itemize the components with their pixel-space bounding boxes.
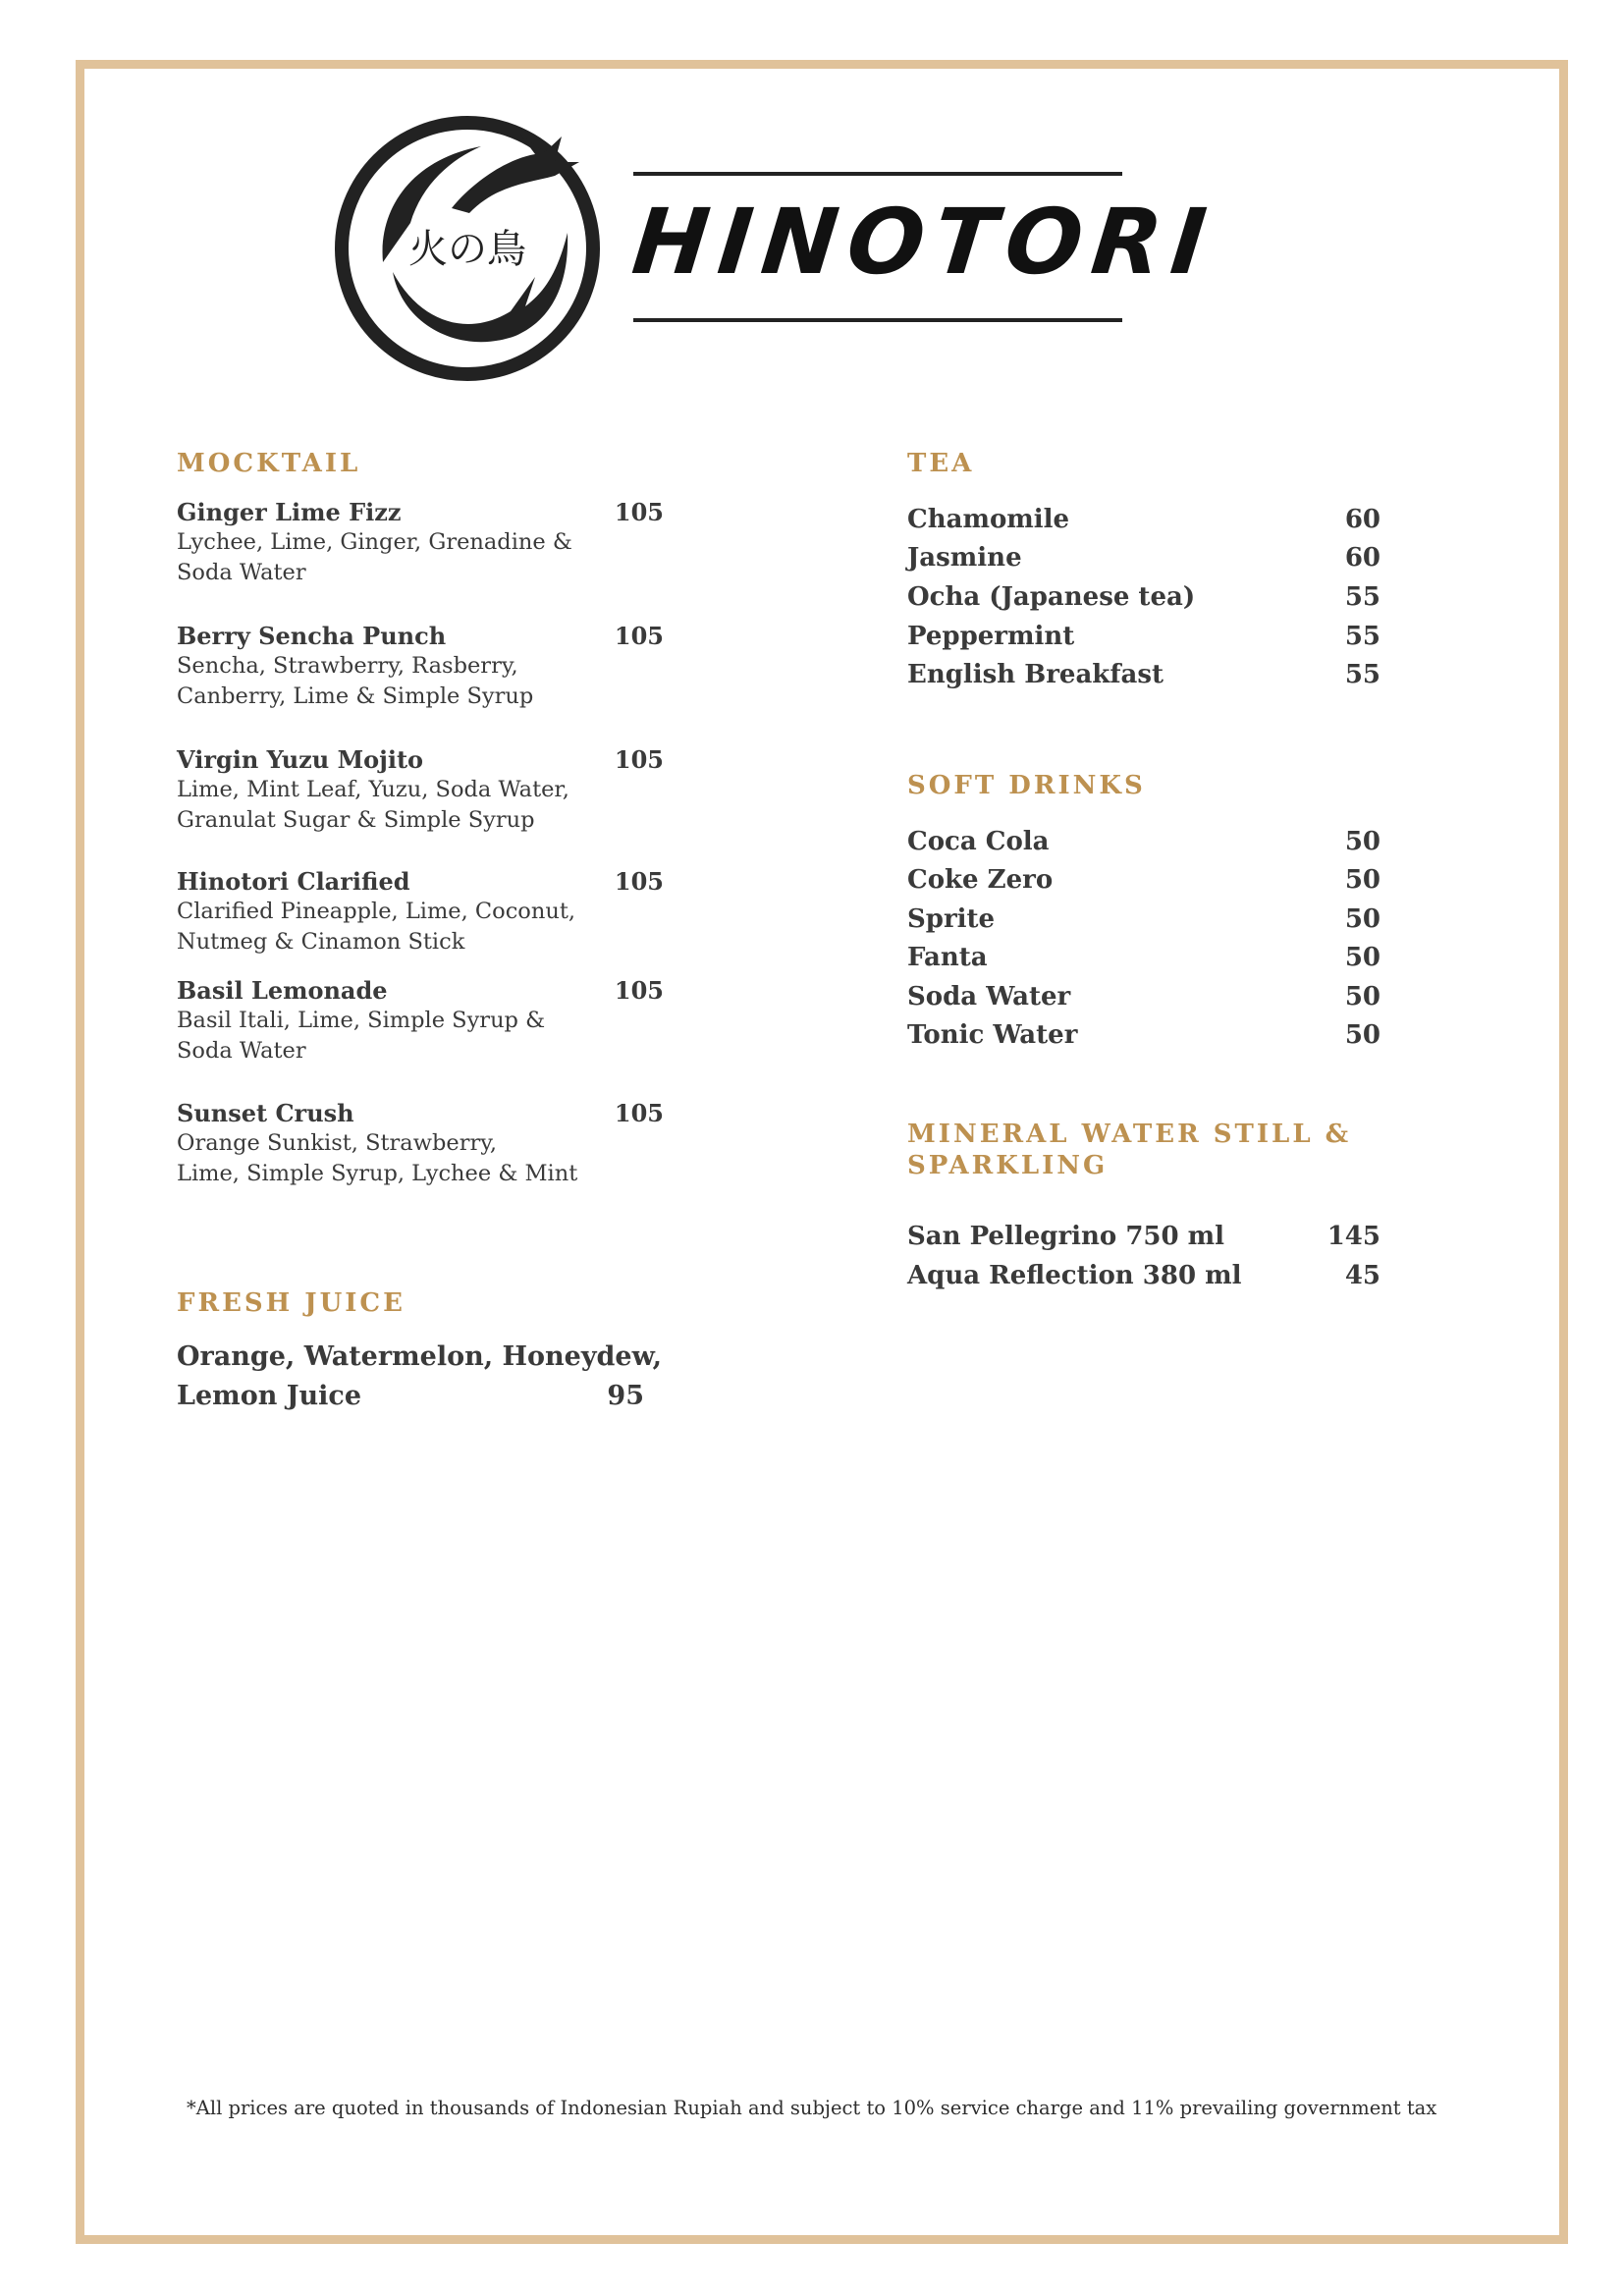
menu-item xyxy=(177,745,569,836)
item-desc-line: Basil Itali, Lime, Simple Syrup & xyxy=(177,1008,546,1033)
menu-row xyxy=(907,541,1380,576)
item-name: Basil Lemonade xyxy=(177,976,388,1005)
heading-line: SPARKLING xyxy=(907,1151,1109,1180)
item-desc-line: Granulat Sugar & Simple Syrup xyxy=(177,807,535,833)
menu-item xyxy=(177,976,545,1066)
item-price: 105 xyxy=(614,498,664,526)
item-price: 60 xyxy=(1344,543,1380,573)
item-price: 105 xyxy=(614,1099,664,1127)
item-name: English Breakfast xyxy=(907,660,1164,689)
item-desc-line: Lime, Mint Leaf, Yuzu, Soda Water, xyxy=(177,777,569,802)
item-price: 60 xyxy=(1344,505,1380,534)
menu-row xyxy=(907,580,1380,616)
heading-line: MINERAL WATER STILL & xyxy=(907,1120,1352,1149)
menu-row xyxy=(907,980,1380,1015)
title-bottom-rule xyxy=(633,318,1122,322)
item-price: 105 xyxy=(614,745,664,774)
menu-item xyxy=(177,498,572,588)
item-desc-line: Lime, Simple Syrup, Lychee & Mint xyxy=(177,1161,578,1186)
menu-row xyxy=(907,1220,1380,1255)
item-name: Chamomile xyxy=(907,505,1070,534)
item-price: 105 xyxy=(614,867,664,896)
item-name: Peppermint xyxy=(907,622,1075,651)
item-desc-line: Soda Water xyxy=(177,560,306,585)
menu-row xyxy=(907,503,1380,538)
menu-row xyxy=(907,941,1380,976)
item-name: Tonic Water xyxy=(907,1020,1078,1050)
item-name: Aqua Reflection 380 ml xyxy=(907,1261,1242,1290)
menu-row xyxy=(907,863,1380,899)
item-price: 55 xyxy=(1344,582,1380,612)
menu-item xyxy=(177,622,533,712)
item-desc-line: Canberry, Lime & Simple Syrup xyxy=(177,683,534,709)
item-desc-line: Sencha, Strawberry, Rasberry, xyxy=(177,653,518,679)
item-desc-line: Clarified Pineapple, Lime, Coconut, xyxy=(177,899,576,924)
item-name: Ginger Lime Fizz xyxy=(177,498,402,526)
item-price: 145 xyxy=(1326,1222,1380,1251)
section-heading-fresh-juice: FRESH JUICE xyxy=(177,1288,406,1318)
item-name: Sunset Crush xyxy=(177,1099,354,1127)
item-price: 55 xyxy=(1344,622,1380,651)
menu-row xyxy=(907,902,1380,938)
menu-row xyxy=(907,1259,1380,1294)
item-price: 105 xyxy=(614,976,664,1005)
hinotori-phoenix-logo-icon xyxy=(334,115,601,382)
item-name: Berry Sencha Punch xyxy=(177,622,447,650)
section-heading-mineral-water xyxy=(907,1119,1351,1181)
item-price: 50 xyxy=(1344,904,1380,934)
item-price: 50 xyxy=(1344,865,1380,895)
item-name: Fanta xyxy=(907,943,988,972)
item-name: Sprite xyxy=(907,904,996,934)
item-name: Soda Water xyxy=(907,982,1071,1011)
item-price: 50 xyxy=(1344,943,1380,972)
item-name: Ocha (Japanese tea) xyxy=(907,582,1196,612)
item-name: San Pellegrino 750 ml xyxy=(907,1222,1225,1251)
logo-kanji: 火の鳥 xyxy=(408,227,526,272)
item-name: Virgin Yuzu Mojito xyxy=(177,745,424,774)
menu-item xyxy=(177,867,575,957)
item-name: Jasmine xyxy=(907,543,1022,573)
juice-line: Lemon Juice xyxy=(177,1381,362,1411)
item-desc-line: Soda Water xyxy=(177,1038,306,1064)
menu-row xyxy=(907,1018,1380,1054)
item-name: Coca Cola xyxy=(907,827,1050,856)
item-price: 50 xyxy=(1344,1020,1380,1050)
menu-row xyxy=(907,658,1380,693)
item-desc-line: Nutmeg & Cinamon Stick xyxy=(177,929,465,955)
section-heading-mocktail: MOCKTAIL xyxy=(177,449,361,478)
item-desc-line: Orange Sunkist, Strawberry, xyxy=(177,1130,498,1156)
menu-row xyxy=(907,825,1380,860)
title-top-rule xyxy=(633,172,1122,176)
item-desc-line: Lychee, Lime, Ginger, Grenadine & xyxy=(177,529,572,555)
item-price: 50 xyxy=(1344,982,1380,1011)
item-price: 105 xyxy=(614,622,664,650)
menu-row xyxy=(907,620,1380,655)
section-heading-tea: TEA xyxy=(907,449,975,478)
menu-item xyxy=(177,1099,577,1189)
item-price: 45 xyxy=(1344,1261,1380,1290)
item-name: Hinotori Clarified xyxy=(177,867,410,896)
pricing-footnote: *All prices are quoted in thousands of Indonesian Rupiah and subject to 10% service charge and 11% prevailing government tax xyxy=(187,2097,1437,2119)
item-price: 50 xyxy=(1344,827,1380,856)
juice-price: 95 xyxy=(607,1381,644,1411)
brand-title: HINOTORI xyxy=(627,190,1221,295)
juice-line: Orange, Watermelon, Honeydew, xyxy=(177,1341,663,1372)
item-name: Coke Zero xyxy=(907,865,1054,895)
item-price: 55 xyxy=(1344,660,1380,689)
section-heading-soft-drinks: SOFT DRINKS xyxy=(907,771,1146,800)
